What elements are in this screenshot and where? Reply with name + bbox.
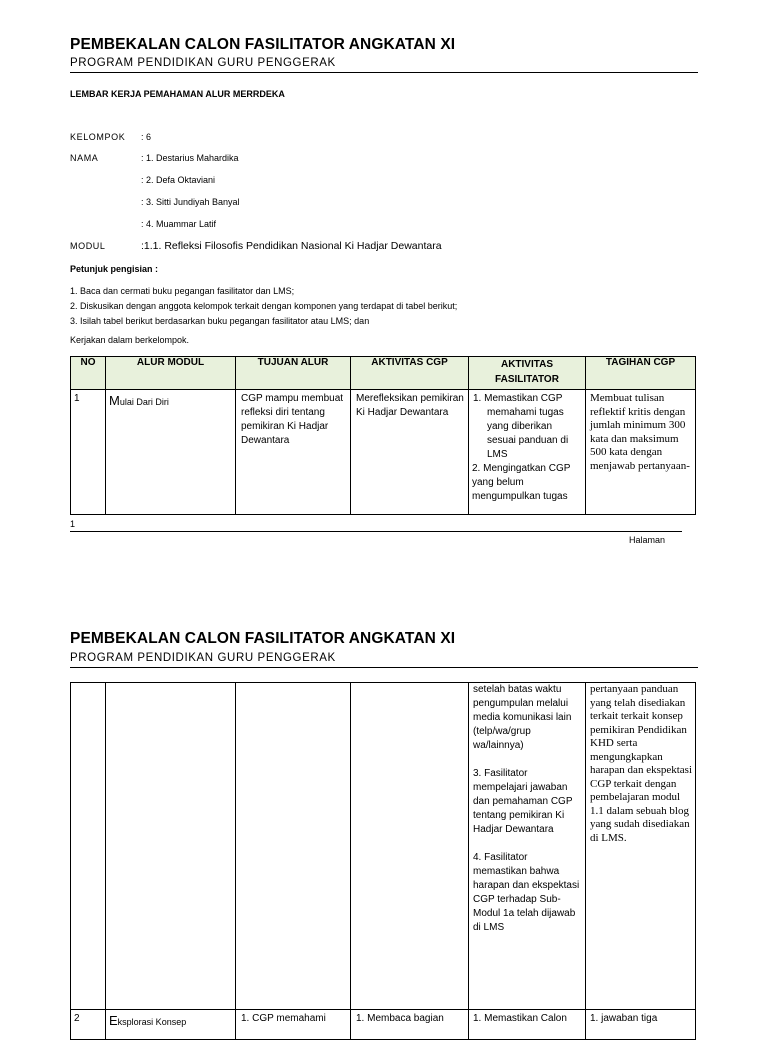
footer-label: Halaman bbox=[629, 535, 666, 545]
alur-modul-cell bbox=[106, 390, 235, 410]
name-item: : 3. Sitti Jundiyah Banyal bbox=[141, 197, 240, 207]
petunjuk-item: 3. Isilah tabel berikut berdasarkan buku pegangan fasilitator atau LMS; dan bbox=[70, 316, 370, 326]
table-row bbox=[71, 1010, 696, 1040]
table-row bbox=[71, 683, 696, 1010]
nama-label: NAMA bbox=[70, 153, 99, 163]
tagihan-cell: Membuat tulisan reflektif kritis dengan jumlah minimum 300 kata dan maksimum 500 kata dengan menjawab pertanyaan- bbox=[590, 392, 690, 472]
tujuan-cell: CGP mampu membuat refleksi diri tentang pemikiran Ki Hadjar Dewantara bbox=[241, 393, 344, 446]
alur-initial: E bbox=[109, 1013, 118, 1028]
footer-rule bbox=[70, 531, 682, 532]
page2-header-rule bbox=[70, 667, 698, 668]
alur-table-page1 bbox=[70, 356, 696, 515]
alur-table-page2 bbox=[70, 682, 696, 1040]
aktivitas-cgp-cell: 1. Membaca bagian bbox=[356, 1013, 444, 1024]
alur-rest: ulai Dari Diri bbox=[119, 397, 169, 407]
petunjuk-item: 2. Diskusikan dengan anggota kelompok terkait dengan komponen yang terdapat di tabel berikut; bbox=[70, 301, 458, 311]
table-header-no: NO bbox=[71, 357, 106, 390]
name-item: : 2. Defa Oktaviani bbox=[141, 175, 216, 185]
footer-page-number: 1 bbox=[70, 519, 76, 529]
page2-header-title: PEMBEKALAN CALON FASILITATOR ANGKATAN XI bbox=[70, 630, 456, 647]
alur-modul-cell bbox=[106, 1010, 235, 1030]
row-number: 2 bbox=[74, 1013, 80, 1024]
petunjuk-title: Petunjuk pengisian : bbox=[70, 264, 159, 274]
tagihan-cell: 1. jawaban tiga bbox=[590, 1013, 658, 1024]
petunjuk-item: 1. Baca dan cermati buku pegangan fasilitator dan LMS; bbox=[70, 286, 295, 296]
table-header-aktivitas-cgp: AKTIVITAS CGP bbox=[351, 357, 469, 390]
table-header-tujuan-alur: TUJUAN ALUR bbox=[236, 357, 351, 390]
table-row bbox=[71, 390, 696, 515]
fasilitator-item: 1. Memastikan CGP memahami tugas yang diberikan sesuai panduan di LMS bbox=[473, 393, 569, 460]
petunjuk-list bbox=[70, 284, 457, 329]
fasilitator-item: 4. Fasilitator memastikan bahwa harapan dan ekspektasi CGP terhadap Sub-Modul 1a telah dijawab di LMS bbox=[473, 852, 580, 933]
alur-rest: ksplorasi Konsep bbox=[117, 1017, 187, 1027]
worksheet-title: LEMBAR KERJA PEMAHAMAN ALUR MERRDEKA bbox=[70, 89, 285, 99]
modul-label: MODUL bbox=[70, 241, 106, 251]
fasilitator-item: 1. Memastikan Calon bbox=[473, 1013, 567, 1024]
page2-header-subtitle: PROGRAM PENDIDIKAN GURU PENGGERAK bbox=[70, 652, 336, 664]
table-header-alur-modul: ALUR MODUL bbox=[106, 357, 236, 390]
fasilitator-item: 2. Mengingatkan CGP yang belum mengumpulkan tugas bbox=[472, 463, 571, 502]
tagihan-cell: pertanyaan panduan yang telah disediakan terkait terkait konsep pemikiran Pendidikan KHD serta mengungkapkan harapan dan ekspektasi CGP terkait dengan pembelajaran modul 1.1 dalam sebuah blog yang sudah disediakan di LMS. bbox=[590, 683, 693, 844]
kerjakan-text: Kerjakan dalam berkelompok. bbox=[70, 335, 190, 345]
alur-initial: M bbox=[109, 393, 120, 408]
tujuan-cell: 1. CGP memahami bbox=[241, 1013, 326, 1024]
fasilitator-item: setelah batas waktu pengumpulan melalui media komunikasi lain (telp/wa/grup wa/lainnya) bbox=[473, 684, 572, 751]
modul-value: :1.1. Refleksi Filosofis Pendidikan Nasional Ki Hadjar Dewantara bbox=[141, 240, 442, 252]
page1-header-subtitle: PROGRAM PENDIDIKAN GURU PENGGERAK bbox=[70, 57, 336, 69]
row-number: 1 bbox=[74, 393, 80, 404]
name-item: : 4. Muammar Latif bbox=[141, 219, 217, 229]
table-header-tagihan-cgp: TAGIHAN CGP bbox=[586, 357, 696, 390]
name-item: : 1. Destarius Mahardika bbox=[141, 153, 239, 163]
page1-header-title: PEMBEKALAN CALON FASILITATOR ANGKATAN XI bbox=[70, 36, 456, 53]
fasilitator-item: 3. Fasilitator mempelajari jawaban dan pemahaman CGP tentang pemikiran Ki Hadjar Dewantara bbox=[473, 768, 573, 835]
aktivitas-cgp-cell: Merefleksikan pemikiran Ki Hadjar Dewantara bbox=[356, 393, 464, 418]
page1-header-rule bbox=[70, 72, 698, 73]
kelompok-label: KELOMPOK bbox=[70, 132, 126, 142]
table-header-aktivitas-fasilitator: AKTIVITAS FASILITATOR bbox=[469, 357, 586, 390]
kelompok-value: : 6 bbox=[141, 132, 152, 142]
